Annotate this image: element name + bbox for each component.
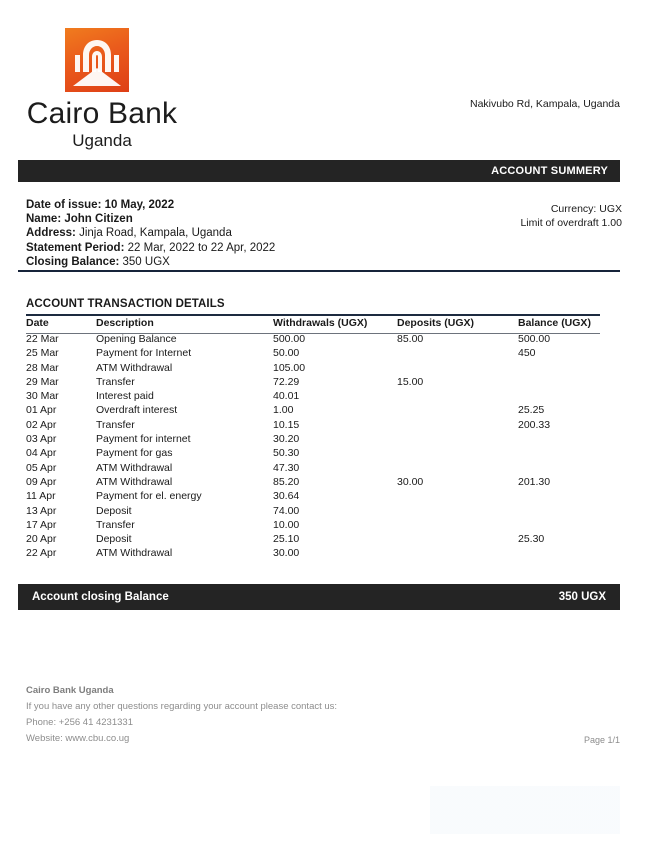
summary-right-column (520, 202, 622, 230)
column-header-deposits: Deposits (UGX) (397, 317, 475, 329)
cell-date: 04 Apr (26, 447, 57, 460)
summary-label: Date of issue: (26, 199, 102, 211)
table-row (26, 476, 606, 490)
cell-date: 13 Apr (26, 504, 57, 517)
cell-balance: 200.33 (518, 418, 551, 431)
cell-withdrawal: 72.29 (273, 375, 300, 388)
document-header (0, 0, 648, 150)
footer-website: Website: www.cbu.co.ug (26, 733, 130, 744)
cell-withdrawal: 500.00 (273, 333, 306, 345)
cell-withdrawal: 30.20 (273, 433, 300, 446)
cairo-bank-arch-logo-icon (65, 28, 129, 92)
cell-deposit: 15.00 (397, 375, 424, 388)
table-row (26, 519, 606, 533)
table-row (26, 505, 606, 519)
bank-name-secondary: Uganda (72, 130, 132, 150)
table-row (26, 462, 606, 476)
column-header-balance: Balance (UGX) (518, 317, 591, 329)
cell-withdrawal: 105.00 (273, 361, 306, 374)
table-row (26, 547, 606, 561)
cell-balance: 201.30 (518, 475, 551, 488)
cell-description: ATM Withdrawal (96, 461, 173, 474)
cell-withdrawal: 74.00 (273, 504, 300, 517)
closing-balance-amount: 350 UGX (558, 591, 606, 603)
cell-description: ATM Withdrawal (96, 547, 173, 560)
scan-watermark-artifact (430, 786, 620, 834)
table-row (26, 333, 606, 347)
page-number: Page 1/1 (583, 735, 620, 745)
table-body (26, 333, 606, 562)
summary-label: Statement Period: (26, 241, 125, 254)
cell-deposit: 30.00 (397, 475, 424, 488)
transactions-table (26, 317, 606, 562)
table-row (26, 347, 606, 361)
cell-description: Overdraft interest (96, 404, 178, 417)
summary-row-address (26, 226, 275, 240)
cell-date: 01 Apr (26, 404, 57, 417)
table-row (26, 490, 606, 504)
cell-date: 25 Mar (26, 347, 59, 360)
cell-date: 22 Mar (26, 333, 59, 345)
summary-row-name (26, 212, 275, 226)
cell-description: Transfer (96, 518, 135, 531)
table-row (26, 390, 606, 404)
cell-balance: 25.25 (518, 404, 545, 417)
cell-date: 02 Apr (26, 418, 57, 431)
summary-left-column (26, 198, 275, 269)
closing-balance-label: Account closing Balance (32, 591, 169, 603)
account-summary-title: ACCOUNT SUMMERY (491, 165, 608, 177)
cell-description: Payment for Internet (96, 347, 192, 360)
cell-date: 20 Apr (26, 533, 57, 546)
table-header-row (26, 317, 606, 333)
cell-description: ATM Withdrawal (96, 361, 173, 374)
footer-contact-line: If you have any other questions regarding your account please contact us: (26, 701, 338, 712)
branch-address: Nakivubo Rd, Kampala, Uganda (469, 98, 620, 110)
summary-label: Name: (26, 213, 62, 226)
cell-date: 17 Apr (26, 518, 57, 531)
overdraft-limit-line: Limit of overdraft 1.00 (520, 217, 622, 229)
cell-date: 30 Mar (26, 390, 59, 403)
transaction-details-title: ACCOUNT TRANSACTION DETAILS (26, 298, 225, 310)
bank-name-primary: Cairo Bank (26, 97, 178, 130)
cell-description: Interest paid (96, 390, 154, 403)
summary-row-date-of-issue (26, 198, 275, 212)
table-row (26, 447, 606, 461)
summary-row-closing-balance (26, 255, 275, 269)
cell-withdrawal: 47.30 (273, 461, 300, 474)
cell-date: 09 Apr (26, 475, 57, 488)
summary-label: Closing Balance: (26, 255, 120, 268)
cell-description: Transfer (96, 418, 135, 431)
currency-line: Currency: UGX (550, 203, 622, 215)
cell-date: 29 Mar (26, 375, 59, 388)
summary-value: 350 UGX (122, 255, 170, 268)
cell-description: Payment for el. energy (96, 490, 202, 503)
cell-withdrawal: 30.00 (273, 547, 300, 560)
summary-divider (18, 270, 620, 272)
bank-wordmark (22, 98, 182, 151)
table-row (26, 533, 606, 547)
account-summary-bar (18, 160, 620, 182)
table-row (26, 376, 606, 390)
bank-logo (22, 28, 242, 151)
cell-withdrawal: 50.00 (273, 347, 300, 360)
cell-description: Deposit (96, 533, 132, 546)
cell-description: Deposit (96, 504, 132, 517)
table-row (26, 433, 606, 447)
cell-description: Payment for gas (96, 447, 173, 460)
summary-value: Jinja Road, Kampala, Uganda (79, 227, 232, 240)
cell-date: 03 Apr (26, 433, 57, 446)
document-footer (26, 683, 337, 747)
cell-withdrawal: 10.00 (273, 518, 300, 531)
summary-label: Address: (26, 227, 76, 240)
cell-balance: 500.00 (518, 333, 551, 345)
account-closing-balance-bar (18, 584, 620, 610)
cell-date: 11 Apr (26, 490, 56, 503)
cell-withdrawal: 1.00 (273, 404, 294, 417)
cell-withdrawal: 10.15 (273, 418, 300, 431)
cell-balance: 450 (518, 347, 536, 360)
cell-withdrawal: 25.10 (273, 533, 300, 546)
summary-value: John Citizen (64, 213, 133, 226)
cell-description: Opening Balance (96, 333, 177, 345)
summary-value: 10 May, 2022 (104, 199, 175, 211)
summary-value: 22 Mar, 2022 to 22 Apr, 2022 (127, 241, 276, 254)
column-header-description: Description (96, 317, 154, 329)
table-row (26, 419, 606, 433)
cell-date: 22 Apr (26, 547, 57, 560)
cell-deposit: 85.00 (397, 333, 424, 345)
summary-row-statement-period (26, 241, 275, 255)
column-header-date: Date (26, 317, 49, 329)
table-row (26, 362, 606, 376)
footer-phone: Phone: +256 41 4231331 (26, 717, 133, 728)
cell-withdrawal: 30.64 (273, 490, 300, 503)
footer-bank-name: Cairo Bank Uganda (26, 685, 114, 696)
cell-description: Transfer (96, 375, 135, 388)
cell-description: ATM Withdrawal (96, 475, 173, 488)
table-header-top-rule (26, 314, 600, 316)
cell-withdrawal: 40.01 (273, 390, 300, 403)
cell-withdrawal: 50.30 (273, 447, 300, 460)
cell-balance: 25.30 (518, 533, 545, 546)
cell-date: 05 Apr (26, 461, 57, 474)
cell-withdrawal: 85.20 (273, 475, 300, 488)
table-row (26, 404, 606, 418)
cell-date: 28 Mar (26, 361, 59, 374)
column-header-withdrawals: Withdrawals (UGX) (273, 317, 368, 329)
cell-description: Payment for internet (96, 433, 191, 446)
